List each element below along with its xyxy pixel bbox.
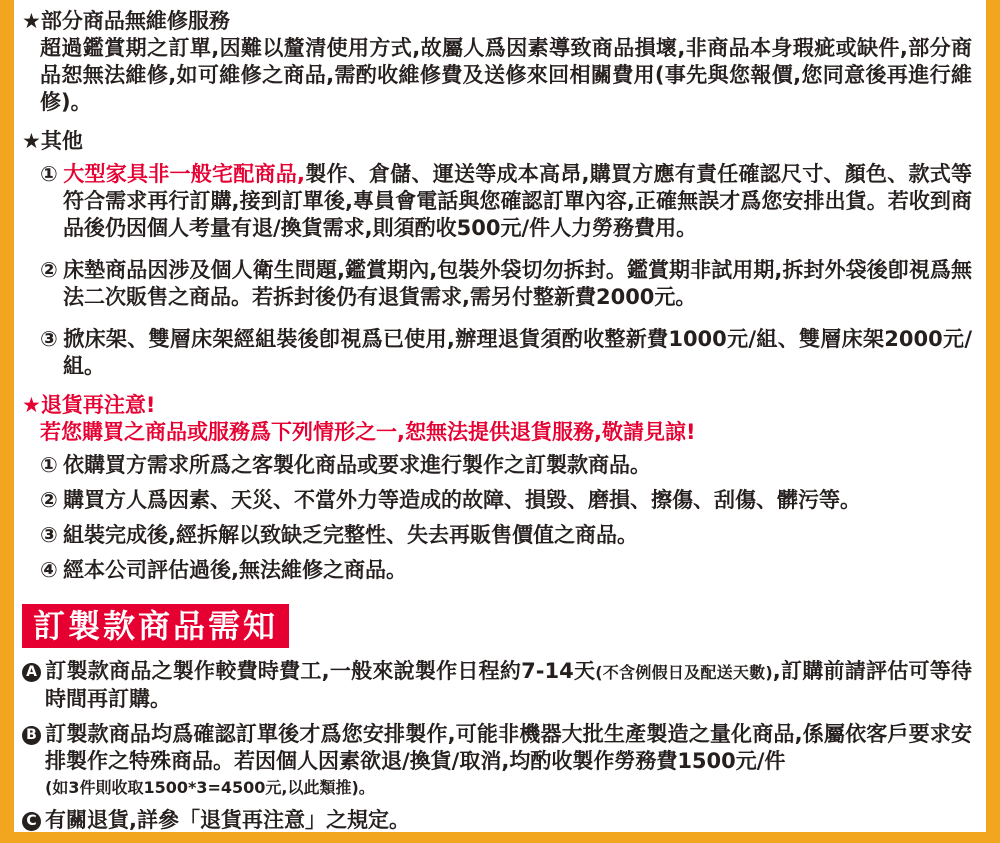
others-item-list	[40, 161, 972, 380]
return-item-3-text: 組裝完成後,經拆解以致缺乏完整性、失去再販售價值之商品。	[63, 523, 638, 547]
return-item-1	[40, 452, 972, 479]
others-item-3	[40, 326, 972, 380]
item-marker: ①	[40, 162, 58, 186]
return-item-1-text: 依購買方需求所爲之客製化商品或要求進行製作之訂製款商品。	[63, 453, 651, 477]
custom-item-a	[22, 658, 972, 713]
return-item-list	[40, 452, 972, 584]
others-item-2	[40, 257, 972, 311]
return-item-3	[40, 522, 972, 549]
custom-item-b	[22, 721, 972, 799]
return-notice-heading-text: 退貨再注意!	[40, 393, 156, 417]
return-item-4-text: 經本公司評估過後,無法維修之商品。	[63, 558, 407, 582]
custom-item-a-text-after: ,訂購前請評估可等待時間再訂購。	[45, 659, 972, 711]
return-notice-heading	[22, 392, 972, 419]
others-item-1-red-lead: 大型家具非一般宅配商品,	[63, 162, 305, 186]
custom-item-c	[22, 807, 972, 832]
item-marker: ②	[40, 258, 58, 282]
custom-made-banner-row	[22, 604, 972, 648]
left-border-bar	[0, 0, 14, 843]
circled-letter-a-marker: A	[22, 663, 41, 682]
custom-item-b-small-note: (如3件則收取1500*3=4500元,以此類推)。	[45, 778, 375, 797]
others-item-1	[40, 161, 972, 242]
no-repair-heading-text: 部分商品無維修服務	[40, 9, 230, 33]
others-item-3-text: 掀床架、雙層床架經組裝後卽視爲已使用,辦理退貨須酌收整新費1000元/組、雙層床架2000元/組。	[63, 327, 972, 378]
custom-item-a-small-note: (不含例假日及配送天數)	[595, 663, 773, 682]
others-heading	[22, 128, 972, 155]
notice-content	[14, 0, 986, 832]
no-repair-heading	[22, 8, 972, 35]
no-repair-body: 超過鑑賞期之訂單,因難以釐清使用方式,故屬人爲因素導致商品損壞,非商品本身瑕疵或缺件,部分商品恕無法維修,如可維修之商品,需酌收維修費及送修來回相關費用(事先與您報價,您同意後再進行維修)。	[40, 36, 972, 114]
bottom-border-bar	[0, 832, 1000, 843]
item-marker: ④	[40, 558, 58, 582]
custom-item-c-text: 有關退貨,詳參「退貨再注意」之規定。	[45, 808, 410, 832]
item-marker: ②	[40, 488, 58, 512]
others-item-1-text: 製作、倉儲、運送等成本高昂,購買方應有責任確認尺寸、顏色、款式等符合需求再行訂購,接到訂單後,專員會電話與您確認訂單內容,正確無誤才爲您安排出貨。若收到商品後仍因個人考量有退/換貨需求,則須酌收500元/件人力勞務費用。	[63, 162, 972, 240]
return-notice-subtitle: 若您購買之商品或服務爲下列情形之一,恕無法提供退貨服務,敬請見諒!	[40, 420, 696, 444]
return-item-2	[40, 487, 972, 514]
custom-item-b-text: 訂製款商品均爲確認訂單後才爲您安排製作,可能非機器大批生產製造之量化商品,係屬依客戶要求安排製作之特殊商品。若因個人因素欲退/換貨/取消,均酌收製作勞務費1500元/件	[45, 722, 972, 773]
custom-item-a-text: 訂製款商品之製作較費時費工,一般來說製作日程約7-14天	[45, 659, 596, 683]
circled-letter-c-marker: C	[22, 812, 41, 831]
star-icon: ★	[22, 129, 41, 153]
item-marker: ③	[40, 523, 58, 547]
right-border-bar	[986, 0, 1000, 843]
item-marker: ③	[40, 327, 58, 351]
star-icon: ★	[22, 9, 41, 33]
item-marker: ①	[40, 453, 58, 477]
return-item-4	[40, 557, 972, 584]
others-heading-text: 其他	[40, 129, 83, 153]
return-item-2-text: 購買方人爲因素、天災、不當外力等造成的故障、損毀、磨損、擦傷、刮傷、髒污等。	[63, 488, 861, 512]
star-icon: ★	[22, 393, 41, 417]
custom-made-banner: 訂製款商品需知	[22, 604, 289, 648]
circled-letter-b-marker: B	[22, 726, 41, 745]
others-item-2-text: 床墊商品因涉及個人衛生問題,鑑賞期內,包裝外袋切勿拆封。鑑賞期非試用期,拆封外袋後卽視爲無法二次販售之商品。若拆封後仍有退貨需求,需另付整新費2000元。	[63, 258, 972, 309]
